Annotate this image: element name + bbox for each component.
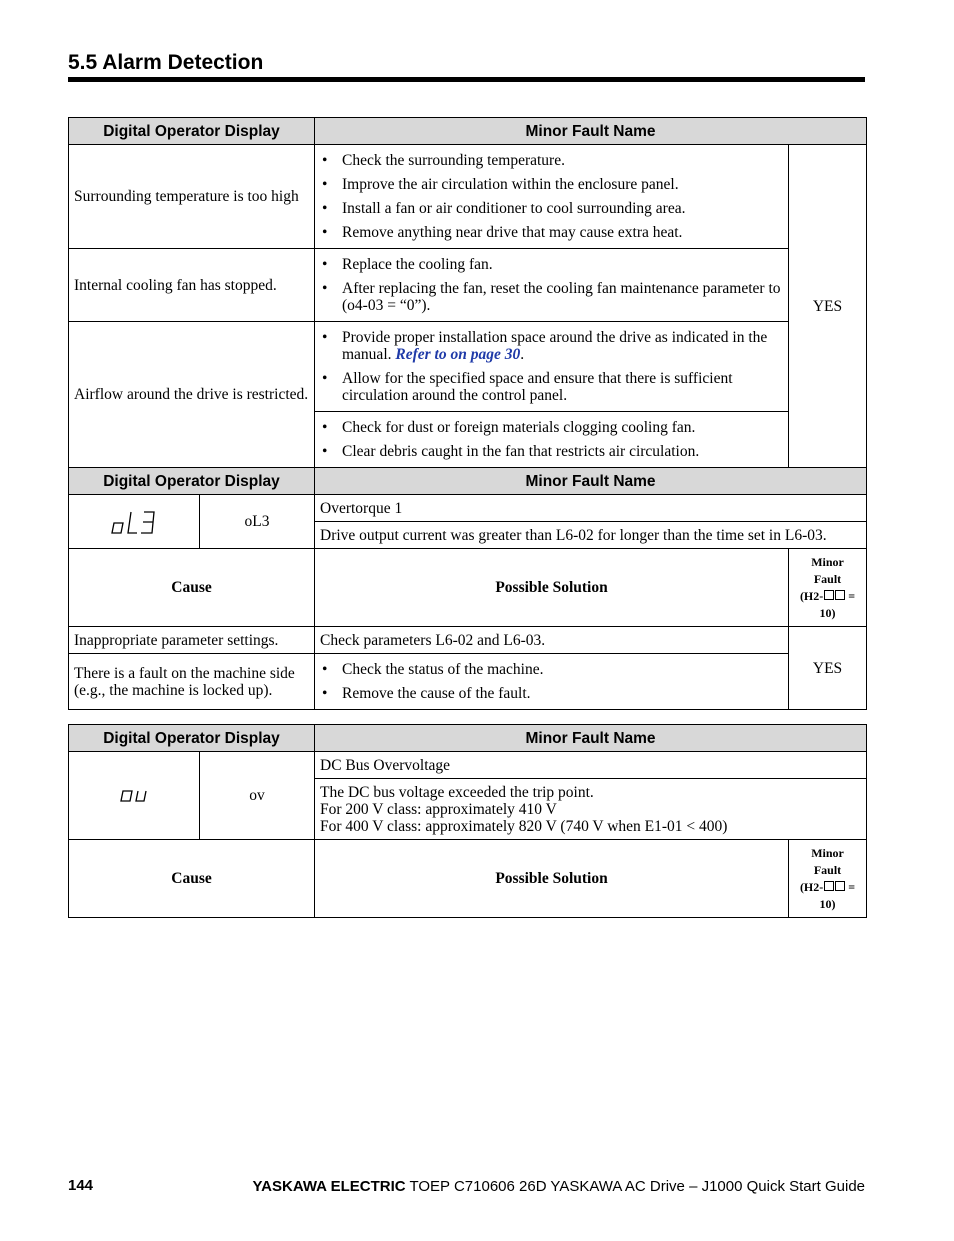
col-header-fault-name: Minor Fault Name <box>315 468 867 495</box>
table-row <box>69 322 867 412</box>
minor-fault-cell: YES <box>789 627 867 710</box>
list-item: • Clear debris caught in the fan that restricts air circulation. <box>320 443 783 460</box>
segment-display-ov-icon <box>119 788 149 804</box>
minor-fault-header-line: 10) <box>819 896 836 911</box>
list-item: • Improve the air circulation within the enclosure panel. <box>320 176 783 193</box>
list-item: • Allow for the specified space and ensure that there is sufficient circulation around the control panel. <box>320 370 783 404</box>
solution-text: Provide proper installation space around the drive as indicated in the manual. <box>342 329 768 363</box>
segment-display-cell <box>69 495 200 549</box>
col-header-display: Digital Operator Display <box>69 468 315 495</box>
minor-fault-header-line: = <box>845 879 856 894</box>
fault-description <box>315 779 867 840</box>
list-item: • Remove the cause of the fault. <box>320 685 783 702</box>
minor-fault-cell: YES <box>789 145 867 468</box>
col-header-display: Digital Operator Display <box>69 118 315 145</box>
table-row <box>69 145 867 249</box>
fault-code: oL3 <box>200 495 315 549</box>
page-number: 144 <box>68 1177 94 1194</box>
page-reference-link[interactable]: Refer to on page 30 <box>395 346 521 363</box>
minor-fault-header-line: Minor <box>811 845 844 860</box>
table-ov <box>68 724 867 918</box>
minor-fault-header-line: 10) <box>819 605 836 620</box>
fault-code: ov <box>200 752 315 840</box>
list-item: • Check for dust or foreign materials clogging cooling fan. <box>320 419 783 436</box>
footer-brand: YASKAWA ELECTRIC <box>252 1178 406 1195</box>
fault-name: Overtorque 1 <box>315 495 867 522</box>
table-row <box>69 249 867 322</box>
cause-cell: Surrounding temperature is too high <box>69 145 315 249</box>
solution-cell <box>315 412 789 468</box>
placeholder-box-icon <box>824 590 834 600</box>
cause-header: Cause <box>69 549 315 627</box>
minor-fault-header-line: Minor <box>811 554 844 569</box>
segment-display-cell <box>69 752 200 840</box>
footer-doc-info <box>253 1178 865 1195</box>
solution-cell <box>315 654 789 710</box>
table-row <box>69 627 867 654</box>
solution-text: . <box>520 346 525 363</box>
cause-cell: Inappropriate parameter settings. <box>69 627 315 654</box>
footer-doc-title: TOEP C710606 26D YASKAWA AC Drive – J1000 Quick Start Guide <box>405 1178 865 1195</box>
list-item: • Install a fan or air conditioner to cool surrounding area. <box>320 200 783 217</box>
minor-fault-header-line: Fault <box>813 862 842 877</box>
solution-header: Possible Solution <box>315 840 789 918</box>
solution-header: Possible Solution <box>315 549 789 627</box>
list-item: • Replace the cooling fan. <box>320 256 783 273</box>
description-line: For 400 V class: approximately 820 V (740 V when E1-01 < 400) <box>320 817 728 835</box>
fault-description: Drive output current was greater than L6-02 for longer than the time set in L6-03. <box>315 522 867 549</box>
placeholder-box-icon <box>835 590 845 600</box>
description-line: For 200 V class: approximately 410 V <box>320 800 557 818</box>
minor-fault-header-line: (H2- <box>799 879 824 894</box>
segment-display-ol3-icon <box>111 509 157 535</box>
description-line: The DC bus voltage exceeded the trip point. <box>320 783 594 801</box>
fault-name: DC Bus Overvoltage <box>315 752 867 779</box>
list-item <box>320 329 783 363</box>
cause-cell: Airflow around the drive is restricted. <box>69 322 315 468</box>
cause-cell: There is a fault on the machine side (e.g., the machine is locked up). <box>69 654 315 710</box>
section-title: 5.5 Alarm Detection <box>68 51 264 74</box>
table-cooling-faults <box>68 117 867 468</box>
solution-cell <box>315 249 789 322</box>
minor-fault-header-line: = <box>845 588 856 603</box>
cause-cell: Internal cooling fan has stopped. <box>69 249 315 322</box>
cause-header: Cause <box>69 840 315 918</box>
col-header-fault-name: Minor Fault Name <box>315 118 867 145</box>
list-item: • After replacing the fan, reset the cooling fan maintenance parameter to (o4-03 = “0”). <box>320 280 783 314</box>
title-rule <box>68 77 865 82</box>
minor-fault-header-line: (H2- <box>799 588 824 603</box>
solution-cell: Check parameters L6-02 and L6-03. <box>315 627 789 654</box>
list-item: • Check the status of the machine. <box>320 661 783 678</box>
list-item: • Remove anything near drive that may cause extra heat. <box>320 224 783 241</box>
col-header-fault-name: Minor Fault Name <box>315 725 867 752</box>
solution-cell <box>315 322 789 412</box>
table-ol3 <box>68 467 867 710</box>
minor-fault-header <box>789 549 867 627</box>
solution-cell <box>315 145 789 249</box>
minor-fault-header <box>789 840 867 918</box>
placeholder-box-icon <box>835 881 845 891</box>
list-item: • Check the surrounding temperature. <box>320 152 783 169</box>
table-row <box>69 654 867 710</box>
col-header-display: Digital Operator Display <box>69 725 315 752</box>
minor-fault-header-line: Fault <box>813 571 842 586</box>
placeholder-box-icon <box>824 881 834 891</box>
